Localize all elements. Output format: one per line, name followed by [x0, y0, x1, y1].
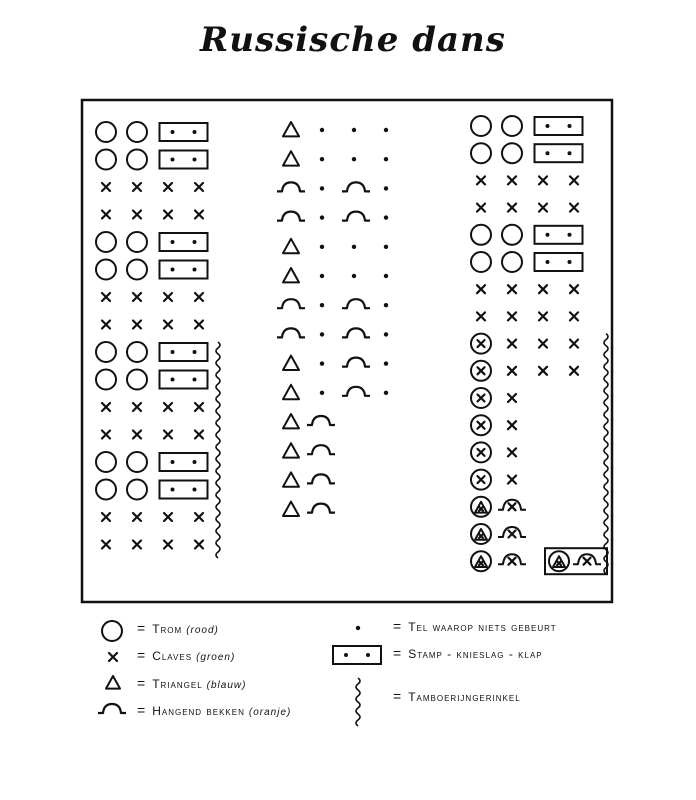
- dot-icon: [320, 303, 324, 307]
- dot-icon: [320, 157, 324, 161]
- score-row: [96, 452, 208, 472]
- claves-cross-icon: [195, 211, 203, 219]
- claves-cross-icon: [478, 449, 485, 456]
- drum-claves-icon: [471, 334, 491, 354]
- triangle-icon: [283, 356, 299, 370]
- drum-circle-icon: [96, 122, 116, 142]
- dot-icon: [384, 361, 388, 365]
- dot-icon: [320, 391, 324, 395]
- legend-tamboerijn: = Tamboerijngerinkel: [393, 688, 521, 704]
- claves-cross-icon: [539, 204, 547, 212]
- score-row: [96, 260, 208, 280]
- legend-stamp: = Stamp - knieslag - klap: [393, 645, 543, 661]
- score-row: [477, 176, 578, 184]
- cymbal-claves-icon: [573, 554, 601, 565]
- cymbal-icon: [277, 212, 305, 221]
- dot-icon: [356, 626, 360, 630]
- stamp-box-icon: [535, 253, 583, 271]
- score-row: [283, 443, 335, 457]
- claves-cross-icon: [195, 403, 203, 411]
- score-row: [96, 122, 208, 142]
- claves-cross-icon: [164, 541, 172, 549]
- score-row: [102, 431, 203, 439]
- claves-cross-icon: [102, 211, 110, 219]
- cymbal-claves-icon: [498, 527, 526, 538]
- claves-cross-icon: [478, 367, 485, 374]
- dot-icon: [320, 245, 324, 249]
- triangle-icon: [475, 529, 487, 540]
- stamp-box-icon: [535, 144, 583, 162]
- claves-cross-icon: [133, 403, 141, 411]
- claves-cross-icon: [570, 312, 578, 320]
- stamp-box-icon: [160, 123, 208, 141]
- dot-icon: [320, 128, 324, 132]
- triangle-icon: [283, 268, 299, 282]
- claves-cross-icon: [477, 285, 485, 293]
- claves-cross-icon: [164, 403, 172, 411]
- drum-circle-icon: [471, 252, 491, 272]
- tambourine-wave-icon: [356, 678, 360, 726]
- drum-circle-icon: [127, 370, 147, 390]
- score-row: [283, 414, 335, 428]
- triangle-icon: [283, 502, 299, 516]
- score-row: [277, 328, 388, 337]
- stamp-box-icon: [160, 151, 208, 169]
- claves-cross-icon: [477, 312, 485, 320]
- claves-cross-icon: [539, 285, 547, 293]
- claves-cross-icon: [133, 321, 141, 329]
- score-row: [277, 299, 388, 308]
- score-row: [102, 293, 203, 301]
- drum-claves-icon: [471, 361, 491, 381]
- score-row: [471, 524, 526, 544]
- stamp-box-icon: [160, 371, 208, 389]
- score-row: [277, 212, 388, 221]
- score-row: [471, 497, 526, 517]
- drum-claves-icon: [471, 415, 491, 435]
- score-row: [471, 361, 578, 381]
- claves-cross-icon: [133, 183, 141, 191]
- claves-cross-icon: [478, 395, 485, 402]
- legend-triangel: = Triangel (blauw): [137, 675, 247, 691]
- claves-cross-icon: [570, 367, 578, 375]
- claves-cross-icon: [195, 541, 203, 549]
- stamp-box-icon: [333, 646, 381, 664]
- claves-cross-icon: [478, 476, 485, 483]
- cymbal-icon: [307, 504, 335, 513]
- cymbal-icon: [342, 387, 370, 396]
- drum-triangle-icon: [471, 551, 491, 571]
- score-row: [471, 415, 516, 435]
- cymbal-icon: [342, 299, 370, 308]
- drum-triangle-icon: [471, 524, 491, 544]
- dot-icon: [384, 215, 388, 219]
- score-row: [102, 403, 203, 411]
- dot-icon: [320, 332, 324, 336]
- cymbal-icon: [307, 416, 335, 425]
- score-row: [102, 321, 203, 329]
- score-row: [96, 150, 208, 170]
- drum-circle-icon: [127, 122, 147, 142]
- score-row: [471, 252, 583, 272]
- claves-cross-icon: [195, 183, 203, 191]
- claves-cross-icon: [102, 321, 110, 329]
- stamp-box-icon: [160, 233, 208, 251]
- claves-cross-icon: [102, 403, 110, 411]
- claves-cross-icon: [584, 558, 591, 565]
- drum-circle-icon: [96, 232, 116, 252]
- score-row: [471, 225, 583, 245]
- dot-icon: [384, 332, 388, 336]
- claves-cross-icon: [539, 340, 547, 348]
- claves-cross-icon: [570, 204, 578, 212]
- claves-cross-icon: [479, 561, 483, 565]
- score-row: [477, 312, 578, 320]
- claves-cross-icon: [195, 513, 203, 521]
- triangle-icon: [283, 151, 299, 165]
- claves-cross-icon: [478, 340, 485, 347]
- claves-cross-icon: [539, 312, 547, 320]
- triangle-icon: [283, 122, 299, 136]
- claves-cross-icon: [477, 176, 485, 184]
- drum-circle-icon: [96, 480, 116, 500]
- score-row: [471, 388, 516, 408]
- drum-circle-icon: [471, 225, 491, 245]
- drum-claves-icon: [471, 470, 491, 490]
- claves-cross-icon: [508, 285, 516, 293]
- drum-circle-icon: [96, 452, 116, 472]
- score-row: [96, 370, 208, 390]
- claves-cross-icon: [570, 340, 578, 348]
- claves-cross-icon: [508, 312, 516, 320]
- triangle-icon: [553, 556, 565, 567]
- drum-circle-icon: [127, 480, 147, 500]
- claves-cross-icon: [195, 293, 203, 301]
- claves-cross-icon: [508, 340, 516, 348]
- column-right: [471, 116, 608, 574]
- score-row: [471, 470, 516, 490]
- drum-circle-icon: [471, 116, 491, 136]
- dot-icon: [384, 186, 388, 190]
- triangle-icon: [283, 443, 299, 457]
- claves-cross-icon: [509, 558, 516, 565]
- score-row: [477, 285, 578, 293]
- claves-cross-icon: [508, 476, 516, 484]
- claves-cross-icon: [133, 541, 141, 549]
- triangle-icon: [283, 385, 299, 399]
- page-title: Russische dans: [200, 20, 506, 60]
- score-row: [471, 548, 607, 574]
- cymbal-icon: [277, 299, 305, 308]
- stamp-box-icon: [160, 453, 208, 471]
- drum-triangle-icon: [549, 551, 569, 571]
- column-middle: [277, 122, 388, 516]
- score-row: [477, 204, 578, 212]
- drum-claves-icon: [471, 388, 491, 408]
- claves-cross-icon: [509, 531, 516, 538]
- drum-circle-icon: [102, 621, 122, 641]
- claves-cross-icon: [102, 293, 110, 301]
- tambourine-wave-icon: [216, 342, 220, 558]
- claves-cross-icon: [508, 394, 516, 402]
- stamp-box-icon: [160, 343, 208, 361]
- dot-icon: [352, 128, 356, 132]
- dot-icon: [384, 303, 388, 307]
- drum-circle-icon: [127, 150, 147, 170]
- drum-circle-icon: [502, 252, 522, 272]
- score-row: [471, 442, 516, 462]
- column-left: [96, 122, 220, 558]
- score-row: [283, 502, 335, 516]
- claves-cross-icon: [164, 431, 172, 439]
- claves-cross-icon: [508, 176, 516, 184]
- claves-cross-icon: [133, 211, 141, 219]
- score-row: [283, 151, 388, 165]
- claves-cross-icon: [479, 534, 483, 538]
- final-box: [545, 548, 607, 574]
- claves-cross-icon: [478, 422, 485, 429]
- dot-icon: [320, 215, 324, 219]
- cymbal-icon: [277, 182, 305, 191]
- triangle-icon: [475, 556, 487, 567]
- score-row: [102, 513, 203, 521]
- claves-cross-icon: [102, 183, 110, 191]
- stamp-box-icon: [535, 117, 583, 135]
- drum-claves-icon: [471, 442, 491, 462]
- claves-cross-icon: [102, 513, 110, 521]
- score-row: [96, 342, 208, 362]
- drum-circle-icon: [96, 370, 116, 390]
- dot-icon: [352, 245, 356, 249]
- drum-circle-icon: [127, 232, 147, 252]
- cymbal-icon: [307, 445, 335, 454]
- score-row: [283, 268, 388, 282]
- claves-cross-icon: [164, 513, 172, 521]
- claves-cross-icon: [570, 176, 578, 184]
- score-row: [471, 116, 583, 136]
- drum-triangle-icon: [471, 497, 491, 517]
- cymbal-icon: [342, 328, 370, 337]
- dot-icon: [384, 128, 388, 132]
- claves-cross-icon: [539, 176, 547, 184]
- score-row: [96, 232, 208, 252]
- legend-trom: = Trom (rood): [137, 620, 219, 636]
- claves-cross-icon: [477, 204, 485, 212]
- score-row: [102, 183, 203, 191]
- claves-cross-icon: [508, 367, 516, 375]
- cymbal-icon: [342, 212, 370, 221]
- dot-icon: [320, 274, 324, 278]
- claves-cross-icon: [133, 513, 141, 521]
- tambourine-wave-icon: [604, 334, 608, 574]
- drum-circle-icon: [502, 143, 522, 163]
- score-row: [471, 143, 583, 163]
- claves-cross-icon: [557, 561, 561, 565]
- score-row: [283, 239, 388, 253]
- claves-cross-icon: [195, 321, 203, 329]
- cymbal-icon: [342, 358, 370, 367]
- triangle-icon: [283, 472, 299, 486]
- cymbal-claves-icon: [498, 554, 526, 565]
- claves-cross-icon: [164, 321, 172, 329]
- score-row: [283, 356, 388, 370]
- triangle-icon: [106, 676, 120, 689]
- drum-circle-icon: [96, 342, 116, 362]
- dot-icon: [384, 245, 388, 249]
- drum-circle-icon: [127, 260, 147, 280]
- dot-icon: [320, 186, 324, 190]
- claves-cross-icon: [479, 507, 483, 511]
- claves-cross-icon: [164, 293, 172, 301]
- triangle-icon: [283, 414, 299, 428]
- score-row: [96, 480, 208, 500]
- claves-cross-icon: [102, 541, 110, 549]
- claves-cross-icon: [109, 653, 117, 661]
- claves-cross-icon: [164, 211, 172, 219]
- stamp-box-icon: [160, 481, 208, 499]
- cymbal-icon: [98, 704, 126, 713]
- score-row: [283, 472, 335, 486]
- claves-cross-icon: [508, 421, 516, 429]
- dot-icon: [352, 157, 356, 161]
- score-row: [102, 211, 203, 219]
- drum-circle-icon: [502, 225, 522, 245]
- drum-circle-icon: [96, 260, 116, 280]
- claves-cross-icon: [570, 285, 578, 293]
- drum-circle-icon: [471, 143, 491, 163]
- dot-icon: [384, 157, 388, 161]
- claves-cross-icon: [508, 448, 516, 456]
- drum-circle-icon: [96, 150, 116, 170]
- cymbal-icon: [277, 328, 305, 337]
- legend-claves: = Claves (groen): [137, 647, 236, 663]
- legend-tel: = Tel waarop niets gebeurt: [393, 618, 557, 634]
- claves-cross-icon: [164, 183, 172, 191]
- claves-cross-icon: [133, 293, 141, 301]
- drum-circle-icon: [127, 342, 147, 362]
- cymbal-icon: [307, 474, 335, 483]
- legend-bekken: = Hangend bekken (oranje): [137, 702, 292, 718]
- score-frame: [82, 100, 612, 602]
- score-row: [283, 122, 388, 136]
- score-row: [471, 334, 578, 354]
- dot-icon: [384, 391, 388, 395]
- stamp-box-icon: [160, 261, 208, 279]
- claves-cross-icon: [133, 431, 141, 439]
- claves-cross-icon: [508, 204, 516, 212]
- dot-icon: [384, 274, 388, 278]
- score-row: [102, 541, 203, 549]
- claves-cross-icon: [539, 367, 547, 375]
- triangle-icon: [283, 239, 299, 253]
- score-row: [277, 182, 388, 191]
- claves-cross-icon: [509, 503, 516, 510]
- dot-icon: [320, 361, 324, 365]
- drum-circle-icon: [127, 452, 147, 472]
- cymbal-icon: [342, 182, 370, 191]
- stamp-box-icon: [535, 226, 583, 244]
- cymbal-claves-icon: [498, 500, 526, 511]
- claves-cross-icon: [102, 431, 110, 439]
- dot-icon: [352, 274, 356, 278]
- triangle-icon: [475, 502, 487, 513]
- drum-circle-icon: [502, 116, 522, 136]
- claves-cross-icon: [195, 431, 203, 439]
- score-row: [283, 385, 388, 399]
